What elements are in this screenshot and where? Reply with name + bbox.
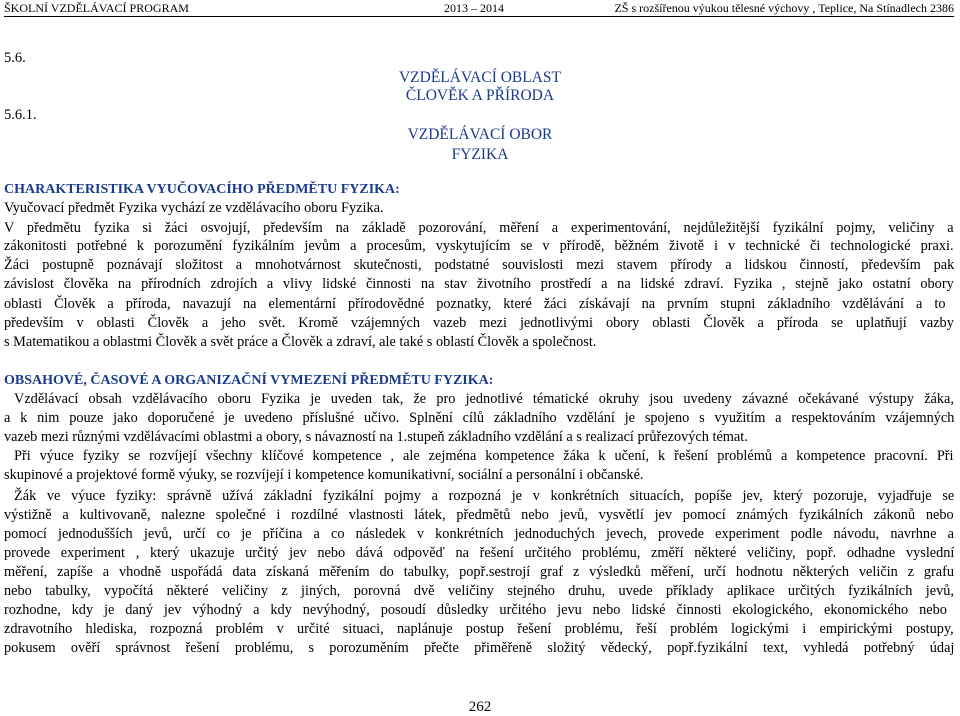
text-line: především v oblasti Člověk a jeho svět. Kromě vzájemných vazeb mezi jednotlivými obory oblasti Člověk a příroda se uplatňují vazby [4,315,954,331]
text-line: výstižně a kultivovaně, nalezne společné i rozdílné vlastnosti látek, předmětů nebo jevů, vysvětlí jev pomocí známých fyzikálních zákonů nebo [4,507,954,523]
text-line: nebo tabulky, vypočítá některé veličiny z jiných, porovná dvě veličiny stejného druhu, uvede příklady aplikace určitých fyzikálních jevů, [4,583,954,599]
text-line: Vyučovací předmět Fyzika vychází ze vzdělávacího oboru Fyzika. [4,200,384,216]
text-line: zdravotního hlediska, rozpozná problém v určité situaci, naplánuje postup řešení problému, řeší problém logickými i empirickými postupy, [4,621,954,637]
text-line: pokusem ověří správnost řešení problému, s porozuměním přečte přiměřeně složitý vědecký, popř.fyzikální text, vyhledá potřebný údaj [4,640,955,656]
text-line: závislost člověka na přírodních zdrojích a vlivy lidské činnosti na stav životního prostředí a na lidské zdraví. Fyzika , stejně jako ostatní obory [4,276,954,292]
page-number: 262 [468,699,492,715]
text-line: Žák ve výuce fyziky: správně užívá základní fyzikální pojmy a rozpozná je v konkrétních situacích, popíše jev, který pozoruje, vyjadřuje se [14,488,955,504]
header-divider [4,16,954,17]
text-line: s Matematikou a oblastmi Člověk a svět práce a Člověk a zdraví, ale také s oblastí Člověk a společnost. [4,334,597,350]
text-line: V předmětu fyzika si žáci osvojují, především na základě pozorování, měření a experimentování, nejdůležitější fyzikální pojmy, veličiny a [4,220,954,236]
header-school-program: ŠKOLNÍ VZDĚLÁVACÍ PROGRAM [4,1,189,15]
field-title-line1: VZDĚLÁVACÍ OBOR [407,126,553,143]
section-number: 5.6. [4,50,26,66]
text-line: provede experiment , který ukazuje určitý jev nebo dává odpověď na řešení určitého problému, změří některé veličiny, popř. odhadne vyslední [4,545,955,561]
header-school-year: 2013 – 2014 [444,1,504,15]
text-line: Vzdělávací obsah vzdělávacího oboru Fyzika je uveden tak, že pro jednotlivé tématické okruhy jsou uvedeny závazné očekávané výstupy žáka, [14,391,954,407]
text-line: zákonitosti potřebné k porozumění fyzikálním jevům a procesům, vyskytujícím se v přírodě, běžném životě i v technické či technologické praxi. [4,238,954,254]
organization-heading: OBSAHOVÉ, ČASOVÉ A ORGANIZAČNÍ VYMEZENÍ PŘEDMĚTU FYZIKA: [4,373,494,388]
text-line: oblasti Člověk a příroda, navazují na elementární přírodovědné poznatky, které žáci získávají na prvním stupni základního vzdělávání a to [4,296,946,312]
text-line: a k nim pouze jako doporučené je uvedeno příslušné učivo. Splnění cílů základního vzdělání je spojeno s využitím a respektováním vzájemných [4,410,955,426]
text-line: měření, zapíše a vhodně uspořádá data získaná měřením do tabulky, popř.sestrojí graf z výsledků měření, určí hodnotu některých veličin z grafu [4,564,955,580]
text-line: rozhodne, kdy je daný jev výhodný a kdy nevýhodný, posoudí důsledky určitého jevu nebo lidské činnosti ekologického, ekonomického nebo [4,602,947,618]
header-school-name: ZŠ s rozšířenou výukou tělesné výchovy , Teplice, Na Stínadlech 2386 [614,1,954,15]
text-line: vazeb mezi různými vzdělávacími oblastmi a obory, s návazností na 1.stupeň základního vzdělání a s realizací průřezových témat. [4,429,748,445]
text-line: skupinové a projektové formě výuky, se rozvíjejí i kompetence komunikativní, sociální a personální i občanské. [4,467,644,483]
text-line: pomocí jednodušších jevů, určí co je příčina a co následek v konkrétních jednoduchých jevech, provede experiment podle návodu, navrhne a [4,526,954,542]
text-line: Žáci postupně poznávají složitost a mnohotvárnost skutečnosti, podstatné souvislosti mezi stavem přírody a lidskou činností, především pak [4,257,955,273]
field-title-line2: FYZIKA [451,146,509,163]
area-title-line1: VZDĚLÁVACÍ OBLAST [398,69,562,86]
characteristics-heading: CHARAKTERISTIKA VYUČOVACÍHO PŘEDMĚTU FYZIKA: [4,182,400,197]
subsection-number: 5.6.1. [4,107,37,123]
text-line: Při výuce fyziky se rozvíjejí všechny klíčové kompetence , ale zejména kompetence žáka k učení, k řešení problémů a kompetence pracovní. Při [14,448,954,464]
area-title-line2: ČLOVĚK A PŘÍRODA [405,87,555,104]
running-header [4,1,954,17]
